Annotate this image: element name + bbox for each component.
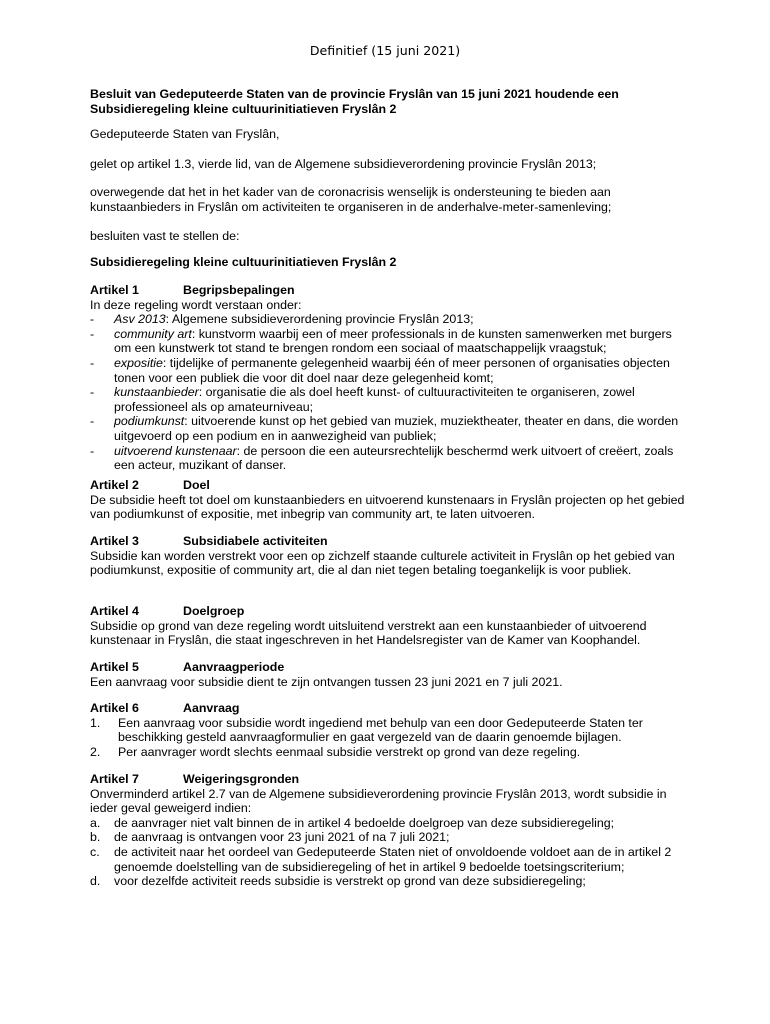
list-item: c. de activiteit naar het oordeel van Gedeputeerde Staten niet of onvoldoende voldoet aan de in artikel 2 genoemde doelstelling van de subsidieregeling of het in artikel 9 bedoelde toetsingscriterium; [90,844,672,874]
definition-text: : organisatie die als doel heeft kunst- of cultuuractiviteiten te organiseren, zowel professioneel als op amateurniveau; [114,385,635,414]
article-title: Aanvraag [183,701,240,715]
article-5 [90,660,690,689]
list-item: 2. Per aanvrager wordt slechts eenmaal subsidie verstrekt op grond van deze regeling. [90,744,581,759]
numbered-list [90,716,690,760]
article-7 [90,772,690,889]
definition-item: - community art: kunstvorm waarbij een of meer professionals in de kunsten samenwerken met burgers om een kunstwerk tot stand te brengen rondom een sociaal of maatschappelijk vraagstuk; [90,326,672,356]
definition-term: uitvoerend kunstenaar [114,443,237,458]
article-number: Artikel 7 [90,772,139,786]
article-2 [90,478,690,522]
article-6 [90,701,690,759]
list-item-text: de activiteit naar het oordeel van Gedeputeerde Staten niet of onvoldoende voldoet aan de in artikel 2 genoemde doelstelling van de subsidieregeling of het in artikel 9 bedoelde toetsingscriterium; [114,844,672,874]
definition-item: - kunstaanbieder: organisatie die als doel heeft kunst- of cultuuractiviteiten te organiseren, zowel professioneel als op amateurniveau; [90,385,635,414]
definition-text: : tijdelijke of permanente gelegenheid waarbij één of meer personen of organisaties objecten tonen voor een publiek die voor dit doel naar deze gelegenheid komt; [114,355,670,385]
besluiten-clause: besluiten vast te stellen de: [90,229,240,243]
definition-text: : Algemene subsidieverordening provincie Fryslân 2013; [165,312,474,327]
definition-item: - expositie: tijdelijke of permanente gelegenheid waarbij één of meer personen of organisaties objecten tonen voor een publiek die voor dit doel naar deze gelegenheid komt; [90,355,670,385]
article-number: Artikel 2 [90,478,139,492]
article-number: Artikel 4 [90,604,139,618]
article-text: Subsidie op grond van deze regeling wordt uitsluitend verstrekt aan een kunstaanbieder of uitvoerend kunstenaar in Fryslân, die staat ingeschreven in het Handelsregister van de Kamer van Koophandel. [90,618,647,648]
list-item: a. de aanvrager niet valt binnen de in artikel 4 bedoelde doelgroep van deze subsidieregeling; [90,815,615,830]
article-text: De subsidie heeft tot doel om kunstaanbieders en uitvoerend kunstenaars in Fryslân projecten op het gebied van podiumkunst of expositie, met inbegrip van community art, te laten uitvoeren. [90,492,685,522]
article-lead: In deze regeling wordt verstaan onder: [90,297,302,312]
list-item-text: voor dezelfde activiteit reeds subsidie is verstrekt op grond van deze subsidieregeling; [114,874,586,889]
article-heading [90,283,690,298]
definition-text: : de persoon die een auteursrechtelijk beschermd werk uitvoert of creëert, zoals een acteur, muzikant of danser. [114,443,674,473]
list-item-text: Per aanvrager wordt slechts eenmaal subsidie verstrekt op grond van deze regeling. [118,744,581,759]
article-heading [90,701,690,716]
definition-item: - Asv 2013: Algemene subsidieverordening provincie Fryslân 2013; [90,312,474,327]
list-item-text: de aanvraag is ontvangen voor 23 juni 2021 of na 7 juli 2021; [114,830,450,845]
article-number: Artikel 5 [90,660,139,674]
article-heading [90,478,690,493]
list-item: d. voor dezelfde activiteit reeds subsidie is verstrekt op grond van deze subsidieregeling; [90,874,586,889]
definition-list [90,312,690,473]
definition-term: kunstaanbieder [114,385,199,400]
article-heading [90,660,690,675]
list-item: 1. Een aanvraag voor subsidie wordt ingediend met behulp van een door Gedeputeerde Staten ter beschikking gesteld aanvraagformulier en gaat vergezeld van de daarin genoemde bijlagen. [90,715,643,745]
list-item-text: de aanvrager niet valt binnen de in artikel 4 bedoelde doelgroep van deze subsidieregeling; [114,815,615,830]
definition-item: - uitvoerend kunstenaar: de persoon die een auteursrechtelijk beschermd werk uitvoert of creëert, zoals een acteur, muzikant of danser. [90,443,674,473]
regeling-title: Subsidieregeling kleine cultuurinitiatieven Fryslân 2 [90,255,397,269]
article-title: Begripsbepalingen [183,283,295,297]
article-1 [90,283,690,473]
article-text: Subsidie kan worden verstrekt voor een op zichzelf staande culturele activiteit in Fryslân op het gebied van podiumkunst, expositie of community art, die al dan niet tegen betaling toegankelijk is voor publiek. [90,548,675,578]
article-heading [90,772,690,787]
lettered-list [90,816,690,889]
list-item: b. de aanvraag is ontvangen voor 23 juni 2021 of na 7 juli 2021; [90,830,450,845]
definition-term: podiumkunst [114,414,185,429]
definition-text: : kunstvorm waarbij een of meer professionals in de kunsten samenwerken met burgers om een kunstwerk tot stand te brengen rondom een sociaal of maatschappelijk vraagstuk; [114,326,672,356]
gelet-clause: gelet op artikel 1.3, vierde lid, van de Algemene subsidieverordening provincie Fryslân 2013; [90,157,597,171]
definition-item: - podiumkunst: uitvoerende kunst op het gebied van muziek, muziektheater, theater en dans, die worden uitgevoerd op een podium en in aanwezigheid van publiek; [90,414,679,443]
article-title: Aanvraagperiode [183,660,285,674]
overwegende-clause: overwegende dat het in het kader van de coronacrisis wenselijk is ondersteuning te bieden aan kunstaanbieders in Fryslân om activiteiten te organiseren in de anderhalve-meter-samenleving; [90,185,612,214]
article-4 [90,604,690,648]
article-heading [90,534,690,549]
document-status-header: Definitief (15 juni 2021) [309,43,461,58]
definition-text: : uitvoerende kunst op het gebied van muziek, muziektheater, theater en dans, die worden uitgevoerd op een podium en in aanwezigheid van publiek; [114,414,679,443]
definition-term: expositie [114,355,163,370]
article-lead: Onverminderd artikel 2.7 van de Algemene subsidieverordening provincie Fryslân 2013, wordt subsidie in ieder geval geweigerd indien: [90,786,667,816]
article-title: Doel [183,478,210,492]
article-heading [90,604,690,619]
article-text: Een aanvraag voor subsidie dient te zijn ontvangen tussen 23 juni 2021 en 7 juli 2021. [90,674,563,689]
definition-term: Asv 2013 [114,312,166,327]
decision-title: Besluit van Gedeputeerde Staten van de provincie Fryslân van 15 juni 2021 houdende een Subsidieregeling kleine cultuurinitiatieven Fryslân 2 [90,87,619,116]
article-number: Artikel 6 [90,701,139,715]
article-title: Subsidiabele activiteiten [183,534,328,548]
article-number: Artikel 1 [90,283,139,297]
article-number: Artikel 3 [90,534,139,548]
list-item-text: Een aanvraag voor subsidie wordt ingediend met behulp van een door Gedeputeerde Staten ter beschikking gesteld aanvraagformulier en gaat vergezeld van de daarin genoemde bijlagen. [118,715,643,745]
addressee: Gedeputeerde Staten van Fryslân, [90,127,280,141]
article-title: Doelgroep [183,604,245,618]
article-3 [90,534,690,578]
article-title: Weigeringsgronden [183,772,300,786]
definition-term: community art [114,326,192,341]
